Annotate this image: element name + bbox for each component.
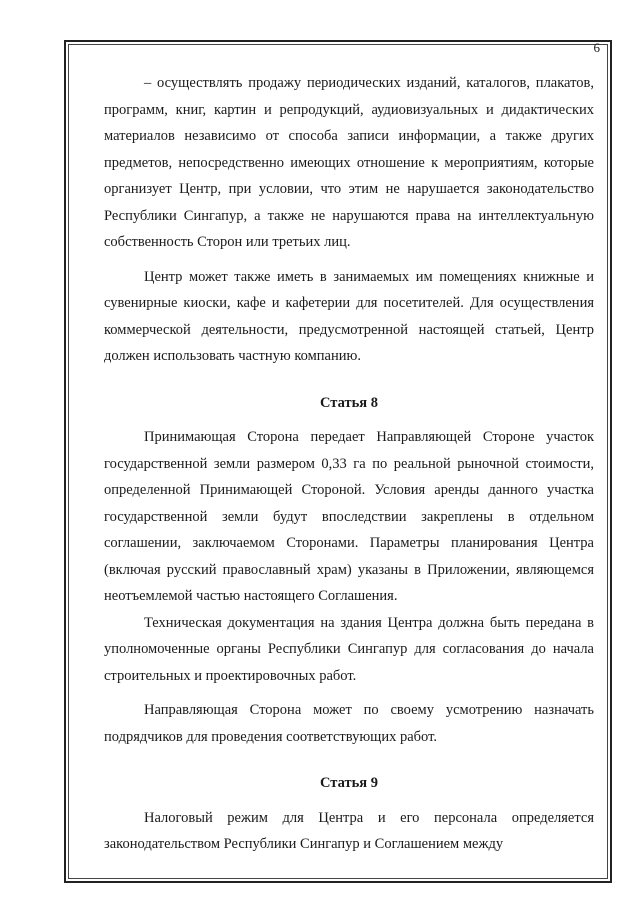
article-8-paragraph-2: Техническая документация на здания Центра должна быть передана в уполномоченные органы Республики Сингапур для согласования до начала строительных и проектировочных работ. [104, 614, 594, 684]
article-8-title: Статья 8 [320, 394, 378, 411]
document-body [104, 70, 594, 858]
list-item-paragraph: – осуществлять продажу периодических изданий, каталогов, плакатов, программ, книг, картин и репродукций, аудиовизуальных и дидактических материалов независимо от способа записи информации, а также других предметов, непосредственно имеющих отношение к мероприятиям, которые организует Центр, при условии, что этим не нарушается законодательство Республики Сингапур, а также не нарушаются права на интеллектуальную собственность Сторон или третьих лиц. [104, 75, 594, 250]
paragraph-kiosks: Центр может также иметь в занимаемых им помещениях книжные и сувенирные киоски, кафе и кафетерии для посетителей. Для осуществления коммерческой деятельности, предусмотренной настоящей статьей, Центр должен использовать частную компанию. [104, 268, 594, 364]
article-8-paragraph-1: Принимающая Сторона передает Направляющей Стороне участок государственной земли размером 0,33 га по реальной рыночной стоимости, определенной Принимающей Стороной. Условия аренды данного участка государственной земли будут впоследствии закреплены в отдельном соглашении, заключаемом Сторонами. Параметры планирования Центра (включая русский православный храм) указаны в Приложении, являющемся неотъемлемой частью настоящего Соглашения. [104, 429, 594, 604]
article-9-paragraph-1: Налоговый режим для Центра и его персонала определяется законодательством Республики Сингапур и Соглашением между [104, 809, 594, 852]
page-number: 6 [593, 40, 600, 55]
article-9-title: Статья 9 [320, 775, 378, 791]
article-8-paragraph-3: Направляющая Сторона может по своему усмотрению назначать подрядчиков для проведения соответствующих работ. [104, 702, 594, 745]
